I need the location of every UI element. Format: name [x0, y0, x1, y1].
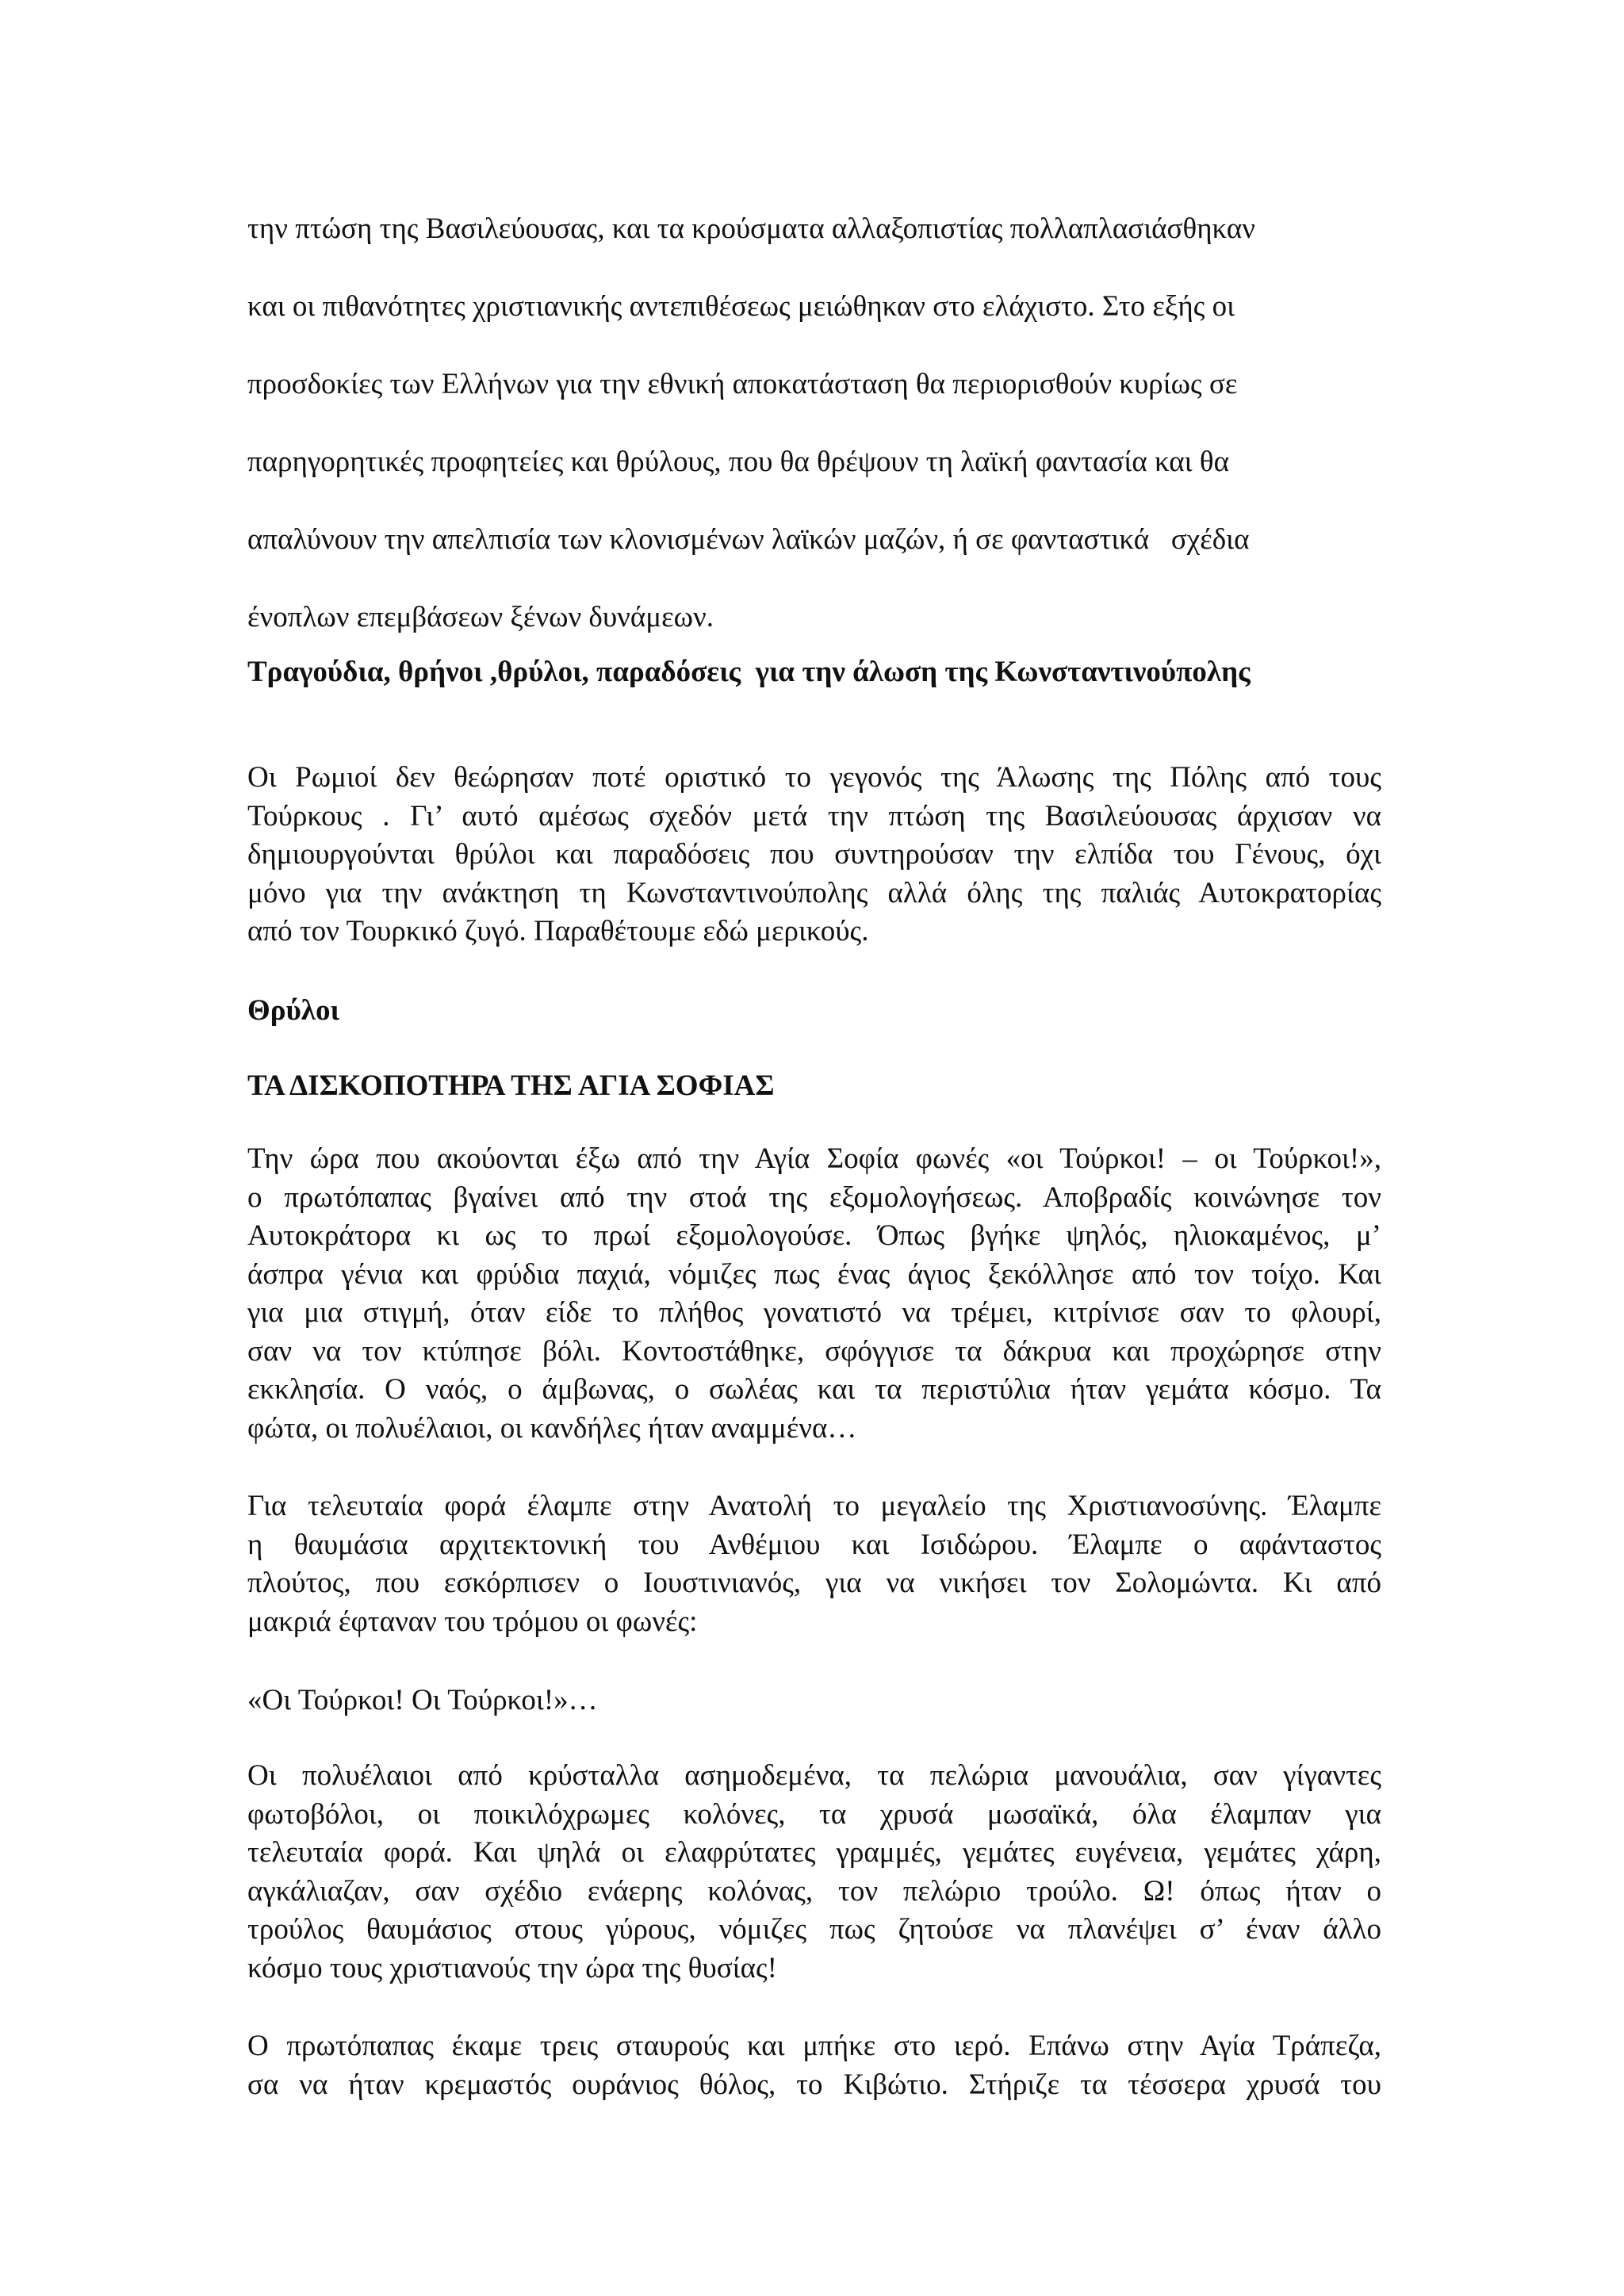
text-line: την πτώση της Βασιλεύουσας, και τα κρούσματα αλλαξοπιστίας πολλαπλασιάσθηκαν	[247, 212, 1255, 245]
text-line: αγκάλιαζαν, σαν σχέδιο ενάερης κολόνας, τον πελώριο τρούλο. Ω! όπως ήταν ο	[247, 1874, 1381, 1908]
text-line: ένοπλων επεμβάσεων ξένων δυνάμεων.	[247, 601, 714, 633]
text-line: Για τελευταία φορά έλαμπε στην Ανατολή το μεγαλείο της Χριστιανοσύνης. Έλαμπε	[247, 1490, 1381, 1522]
text-line: μακριά έφταναν του τρόμου οι φωνές:	[247, 1605, 698, 1638]
text-line: «Οι Τούρκοι! Οι Τούρκοι!»…	[247, 1684, 598, 1716]
paragraph-polyelaioi	[247, 1757, 1381, 1988]
text-line: η θαυμάσια αρχιτεκτονική του Ανθέμιου και Ισιδώρου. Έλαμπε ο αφάνταστος	[247, 1528, 1381, 1561]
text-line: ο πρωτόπαπας βγαίνει από την στοά της εξομολογήσεως. Αποβραδίς κοινώνησε τον	[247, 1181, 1381, 1214]
text-line: φωτοβόλοι, οι ποικιλόχρωμες κολόνες, τα χρυσά μωσαϊκά, όλα έλαμπαν για	[247, 1797, 1381, 1831]
text-line: σα να ήταν κρεμαστός ουράνιος θόλος, το Κιβώτιο. Στήριζε τα τέσσερα χρυσά του	[247, 2068, 1381, 2101]
text-line: τελευταία φορά. Και ψηλά οι ελαφρύτατες γραμμές, γεμάτες ευγένεια, γεμάτες χάρη,	[247, 1836, 1381, 1869]
section-heading-songs: Τραγούδια, θρήνοι ,θρύλοι, παραδόσεις για την άλωση της Κωνσταντινούπολης	[247, 656, 1251, 688]
text-line: μόνο για την ανάκτηση τη Κωνσταντινούπολης αλλά όλης της παλιάς Αυτοκρατορίας	[247, 876, 1381, 909]
paragraph-ora	[247, 1140, 1381, 1448]
text-line: κόσμο τους χριστιανούς την ώρα της θυσίας!	[247, 1951, 777, 1984]
intro-paragraph	[247, 190, 1381, 656]
text-line: για μια στιγμή, όταν είδε το πλήθος γονατιστό να τρέμει, κιτρίνισε σαν το φλουρί,	[247, 1296, 1381, 1329]
text-line: απαλύνουν την απελπισία των κλονισμένων λαϊκών μαζών, ή σε φανταστικά σχέδια	[247, 523, 1250, 556]
text-line: Τούρκους . Γι’ αυτό αμέσως σχεδόν μετά την πτώση της Βασιλεύουσας άρχισαν να	[247, 799, 1381, 832]
text-line: Ο πρωτόπαπας έκαμε τρεις σταυρούς και μπήκε στο ιερό. Επάνω στην Αγία Τράπεζα,	[247, 2030, 1381, 2062]
text-line: προσδοκίες των Ελλήνων για την εθνική αποκατάσταση θα περιορισθούν κυρίως σε	[247, 368, 1238, 400]
text-line: Οι πολυέλαιοι από κρύσταλλα ασημοδεμένα, τα πελώρια μανουάλια, σαν γίγαντες	[247, 1759, 1381, 1792]
text-line: τρούλος θαυμάσιος στους γύρους, νόμιζες πως ζητούσε να πλανέψει σ’ έναν άλλο	[247, 1913, 1381, 1946]
paragraph-cry	[247, 1682, 1381, 1720]
paragraph-romioi	[247, 759, 1381, 951]
text-line: Την ώρα που ακούονται έξω από την Αγία Σοφία φωνές «οι Τούρκοι! – οι Τούρκοι!»,	[247, 1142, 1381, 1175]
text-line: παρηγορητικές προφητείες και θρύλους, που θα θρέψουν τη λαϊκή φαντασία και θα	[247, 446, 1229, 478]
text-line: πλούτος, που εσκόρπισεν ο Ιουστινιανός, για να νικήσει τον Σολομώντα. Κι από	[247, 1567, 1381, 1599]
text-line: και οι πιθανότητες χριστιανικής αντεπιθέσεως μειώθηκαν στο ελάχιστο. Στο εξής οι	[247, 290, 1235, 323]
text-line: Αυτοκράτορα κι ως το πρωί εξομολογούσε. Όπως βγήκε ψηλός, ηλιοκαμένος, μ’	[247, 1219, 1381, 1252]
section-heading-diskopotira: ΤΑ ΔΙΣΚΟΠΟΤΗΡΑ ΤΗΣ ΑΓΙΑ ΣΟΦΙΑΣ	[247, 1070, 775, 1102]
text-line: δημιουργούνται θρύλοι και παραδόσεις που συντηρούσαν την ελπίδα του Γένους, όχι	[247, 838, 1381, 871]
text-line: από τον Τουρκικό ζυγό. Παραθέτουμε εδώ μερικούς.	[247, 915, 869, 947]
text-line: φώτα, οι πολυέλαιοι, οι κανδήλες ήταν αναμμένα…	[247, 1411, 857, 1445]
paragraph-protopapas	[247, 2027, 1381, 2104]
text-line: εκκλησία. Ο ναός, ο άμβωνας, ο σωλέας και τα περιστύλια ήταν γεμάτα κόσμο. Τα	[247, 1373, 1381, 1406]
text-line: σαν να τον κτύπησε βόλι. Κοντοστάθηκε, σφόγγισε τα δάκρυα και προχώρησε στην	[247, 1334, 1381, 1368]
paragraph-teleftaia	[247, 1487, 1381, 1641]
text-line: άσπρα γένια και φρύδια παχιά, νόμιζες πως ένας άγιος ξεκόλλησε από τον τοίχο. Και	[247, 1257, 1381, 1291]
text-line: Οι Ρωμιοί δεν θεώρησαν ποτέ οριστικό το γεγονός της Άλωσης της Πόλης από τους	[247, 761, 1381, 794]
section-heading-thryloi: Θρύλοι	[247, 994, 339, 1027]
